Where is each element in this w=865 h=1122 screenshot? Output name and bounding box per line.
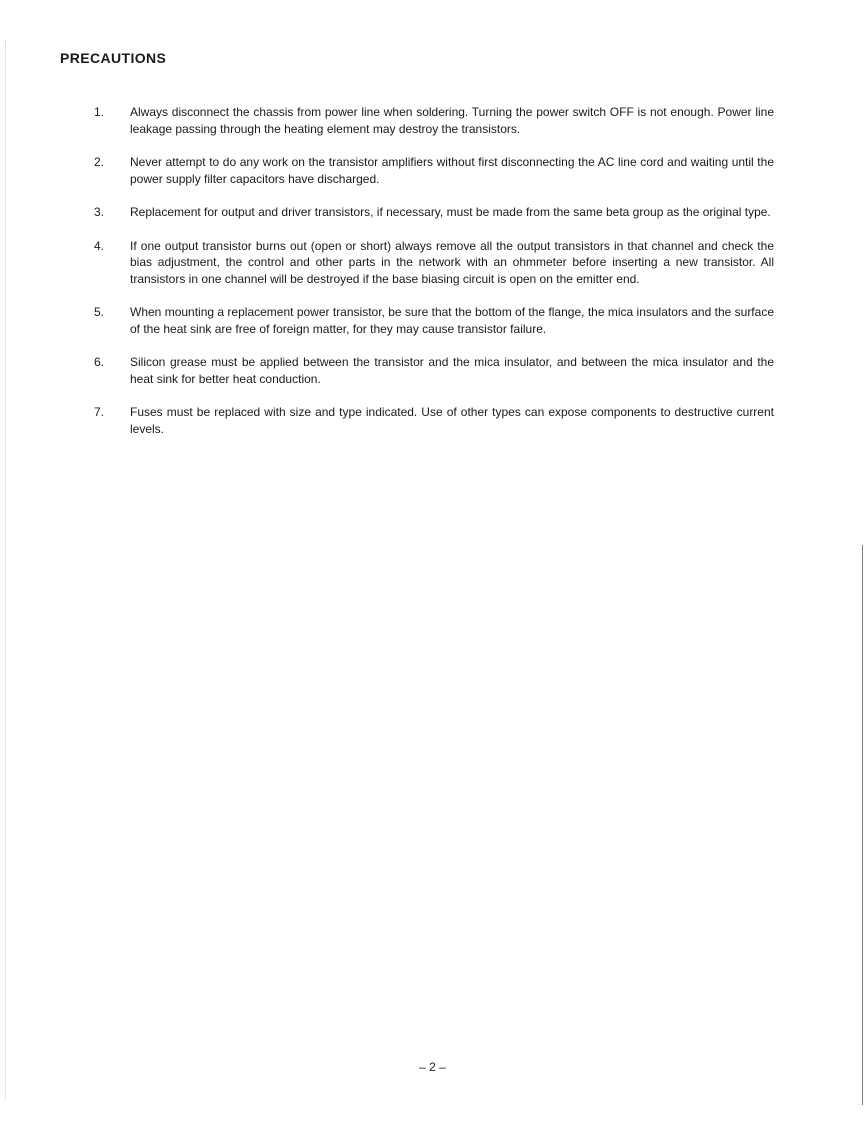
precaution-number: 3. (94, 205, 105, 219)
page-number: – 2 – (419, 1060, 446, 1074)
precaution-number: 1. (94, 105, 105, 119)
precaution-list (94, 104, 774, 454)
precaution-item (94, 404, 774, 437)
precaution-text: When mounting a replacement power transistor, be sure that the bottom of the flange, the mica insulators and the surface of the heat sink are free of foreign matter, for they may cause transistor failure. (130, 305, 774, 336)
precaution-item (94, 304, 774, 337)
precaution-text: Replacement for output and driver transistors, if necessary, must be made from the same beta group as the original type. (130, 205, 771, 219)
scan-edge-right (862, 545, 863, 1105)
precaution-item (94, 354, 774, 387)
precaution-item (94, 238, 774, 288)
precaution-item (94, 154, 774, 187)
precaution-text: Silicon grease must be applied between the transistor and the mica insulator, and between the mica insulator and the heat sink for better heat conduction. (130, 355, 774, 386)
precaution-text: If one output transistor burns out (open or short) always remove all the output transistors in that channel and check the bias adjustment, the control and other parts in the network with an ohmmeter before inserting a new transistor. All transistors in one channel will be destroyed if the base biasing circuit is open on the emitter end. (130, 238, 774, 286)
page-title: PRECAUTIONS (60, 50, 167, 67)
precaution-number: 6. (94, 355, 105, 369)
precaution-number: 7. (94, 405, 105, 419)
precaution-number: 5. (94, 305, 105, 319)
precaution-item (94, 204, 774, 221)
precaution-text: Always disconnect the chassis from power line when soldering. Turning the power switch OFF is not enough. Power line leakage passing through the heating element may destroy the transistors. (130, 105, 774, 136)
precaution-text: Fuses must be replaced with size and type indicated. Use of other types can expose components to destructive current levels. (130, 405, 774, 436)
precaution-number: 2. (94, 155, 105, 169)
precaution-text: Never attempt to do any work on the transistor amplifiers without first disconnecting the AC line cord and waiting until the power supply filter capacitors have discharged. (130, 155, 774, 186)
precaution-item (94, 104, 774, 137)
scan-edge-left (5, 40, 7, 1100)
precaution-number: 4. (94, 238, 105, 253)
